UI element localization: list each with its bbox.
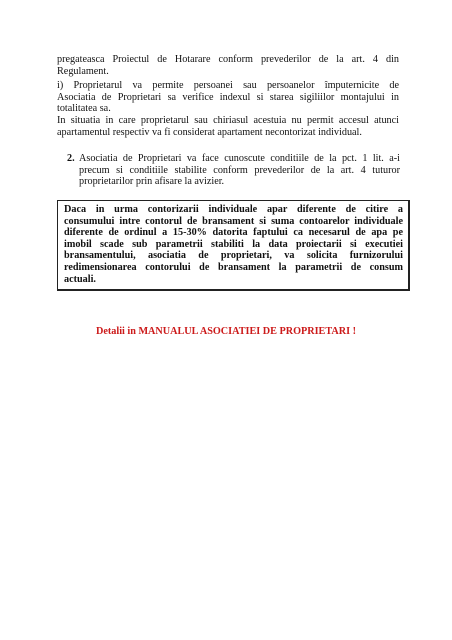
text-line: Regulament. [57,65,109,77]
text-line: In situatia in care proprietarul sau chiriasul acestuia nu permit accesul atunci [57,115,399,126]
text-line: pregateasca Proiectul de Hotarare conform prevederilor de la art. 4 din [57,54,399,65]
paragraph-item-i [57,80,399,115]
text-line: actuali. [64,273,96,285]
text-line: Asociatia de Proprietari sa verifice indexul si starea sigiliilor montajului in [57,91,399,103]
text-line: proprietarilor prin afisare la avizier. [79,176,225,188]
paragraph-access-situation [57,115,399,138]
text-line: i) Proprietarul va permite persoanei sau persoanelor împuternicite de [57,80,399,91]
text-line: Asociatia de Proprietari va face cunoscute conditiile de la pct. 1 lit. a-i [79,153,400,164]
text-line: bransamentului, asociatia de proprietari, va solicita furnizorului [64,250,403,262]
text-line: precum si conditiile stabilite conform prevederilor de la art. 4 tuturor [79,164,400,176]
boxed-notice [57,200,410,291]
paragraph-regulament [57,54,399,77]
text-line: diferente de ordinul a 15-30% datorita faptului ca necesarul de apa pe [64,227,403,239]
text-line: redimensionarea contorului de bransament la parametrii de consum [64,261,403,273]
text-line: totalitatea sa. [57,103,111,115]
item-text [79,153,400,188]
text-line: Daca in urma contorizarii individuale apar diferente de citire a [64,204,403,215]
text-line: consumului intre contorul de bransament si suma contoarelor individuale [64,215,403,227]
manual-reference-note: Detalii in MANUALUL ASOCIATIEI DE PROPRIETARI ! [96,326,356,337]
text-line: imobil scade sub parametrii stabiliti la data proiectarii si executiei [64,238,403,250]
text-line: apartamentul respectiv va fi considerat apartament necontorizat individual. [57,126,362,138]
item-number: 2. [67,153,75,164]
